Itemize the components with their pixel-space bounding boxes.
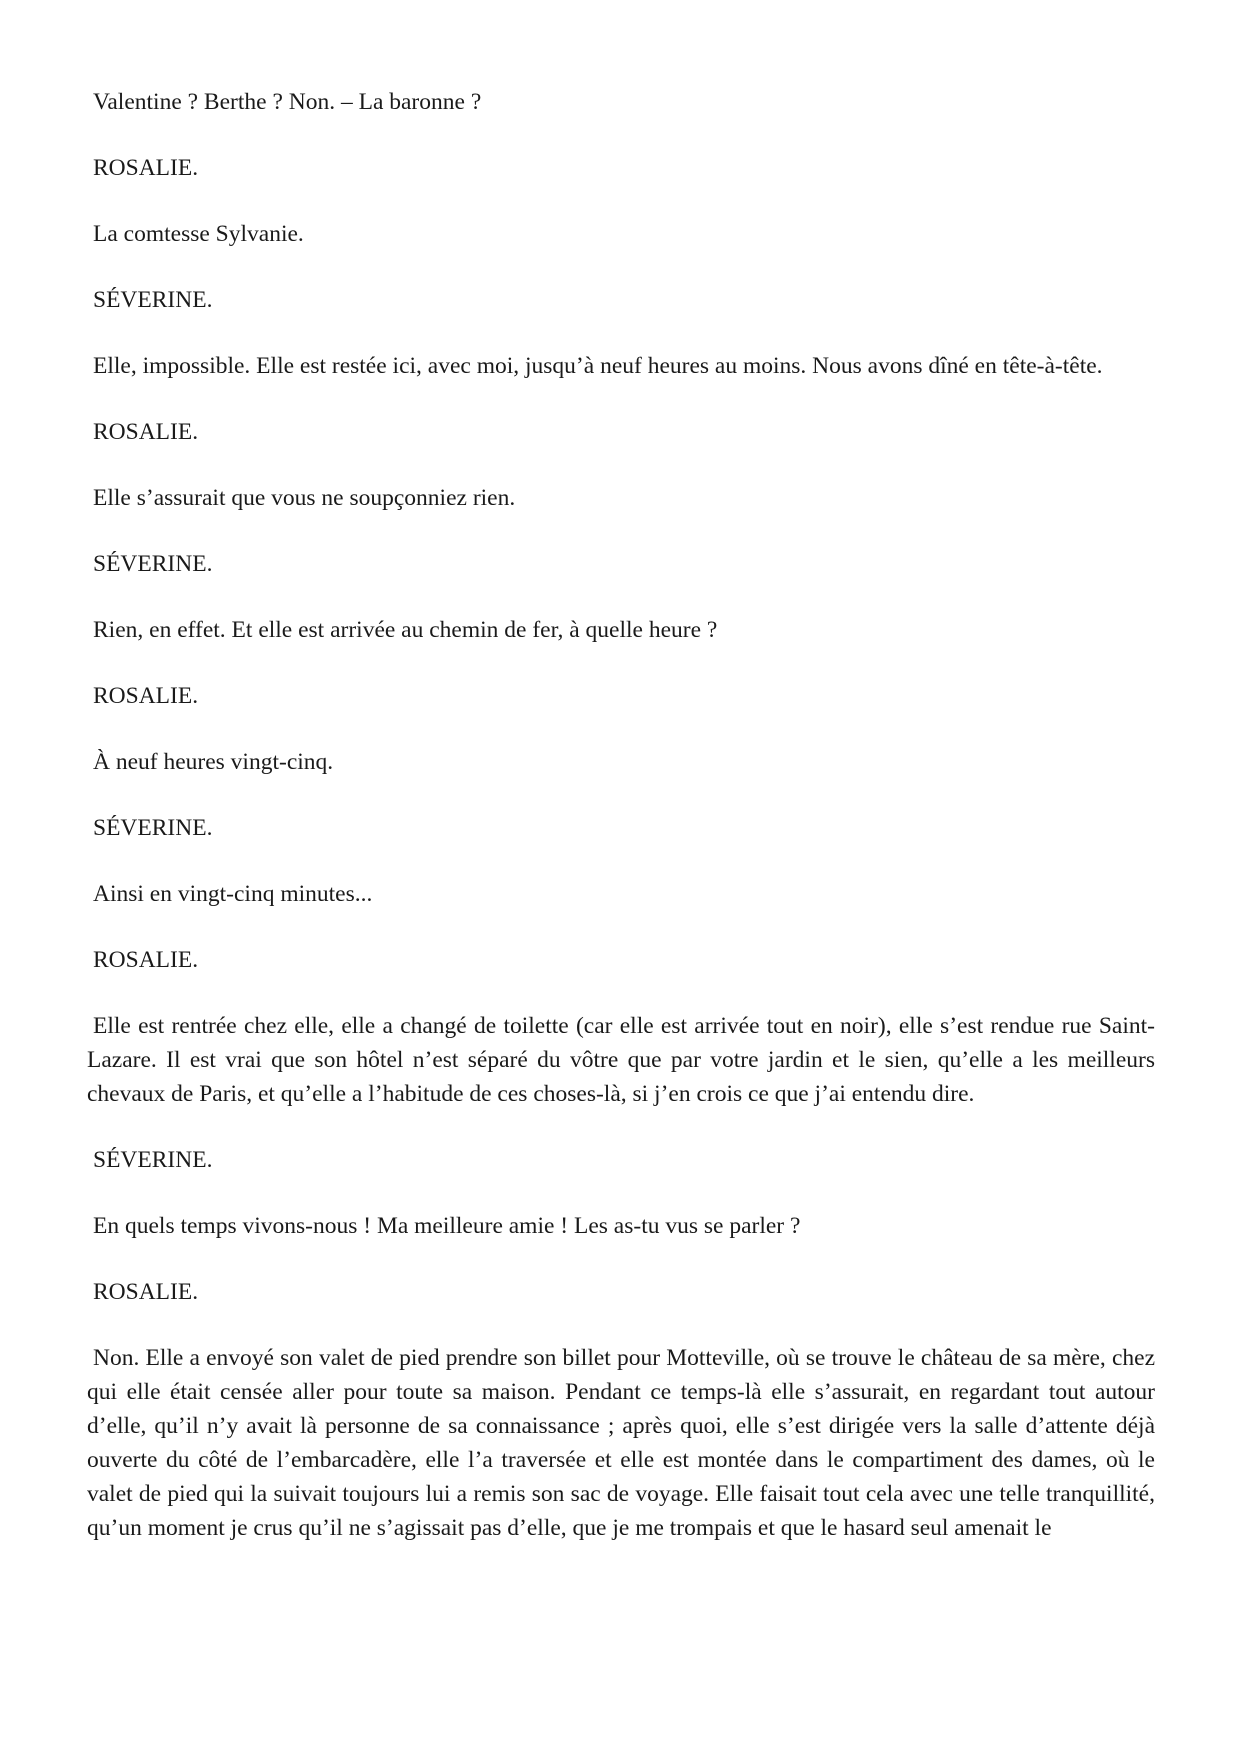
speaker-name: ROSALIE. — [93, 1279, 199, 1305]
dialogue-line: Ainsi en vingt-cinq minutes... — [93, 881, 373, 907]
speaker-name: SÉVERINE. — [93, 815, 213, 841]
speaker-name: SÉVERINE. — [93, 287, 213, 313]
speaker-name: SÉVERINE. — [93, 1147, 213, 1173]
speaker-name: SÉVERINE. — [93, 551, 213, 577]
dialogue-line: Valentine ? Berthe ? Non. – La baronne ? — [93, 89, 482, 115]
dialogue-line: En quels temps vivons-nous ! Ma meilleure amie ! Les as-tu vus se parler ? — [93, 1213, 801, 1239]
speaker-name: ROSALIE. — [93, 683, 199, 709]
dialogue-line: La comtesse Sylvanie. — [93, 221, 304, 247]
speaker-name: ROSALIE. — [93, 155, 199, 181]
dialogue-line: Elle s’assurait que vous ne soupçonniez rien. — [93, 485, 516, 511]
dialogue-line: À neuf heures vingt-cinq. — [93, 749, 334, 775]
dialogue-line: Rien, en effet. Et elle est arrivée au chemin de fer, à quelle heure ? — [93, 617, 718, 643]
dialogue-line: Elle est rentrée chez elle, elle a changé de toilette (car elle est arrivée tout en noir), elle s’est rendue rue Saint-Lazare. Il est vrai que son hôtel n’est séparé du vôtre que par votre jardin et le sien, qu’elle a les meilleurs chevaux de Paris, et qu’elle a l’habitude de ces choses-là, si j’en crois ce que j’ai entendu dire. — [87, 1013, 1155, 1107]
document-page — [87, 85, 1155, 1545]
dialogue-line: Non. Elle a envoyé son valet de pied prendre son billet pour Motteville, où se trouve le château de sa mère, chez qui elle était censée aller pour toute sa maison. Pendant ce temps-là elle s’assurait, en regardant tout autour d’elle, qu’il n’y avait là personne de sa connaissance ; après quoi, elle s’est dirigée vers la salle d’attente déjà ouverte du côté de l’embarcadère, elle l’a traversée et elle est montée dans le compartiment des dames, où le valet de pied qui la suivait toujours lui a remis son sac de voyage. Elle faisait tout cela avec une telle tranquillité, qu’un moment je crus qu’il ne s’agissait pas d’elle, que je me trompais et que le hasard seul amenait le — [87, 1345, 1155, 1541]
speaker-name: ROSALIE. — [93, 419, 199, 445]
speaker-name: ROSALIE. — [93, 947, 199, 973]
dialogue-line: Elle, impossible. Elle est restée ici, avec moi, jusqu’à neuf heures au moins. Nous avons dîné en tête-à-tête. — [93, 353, 1103, 379]
